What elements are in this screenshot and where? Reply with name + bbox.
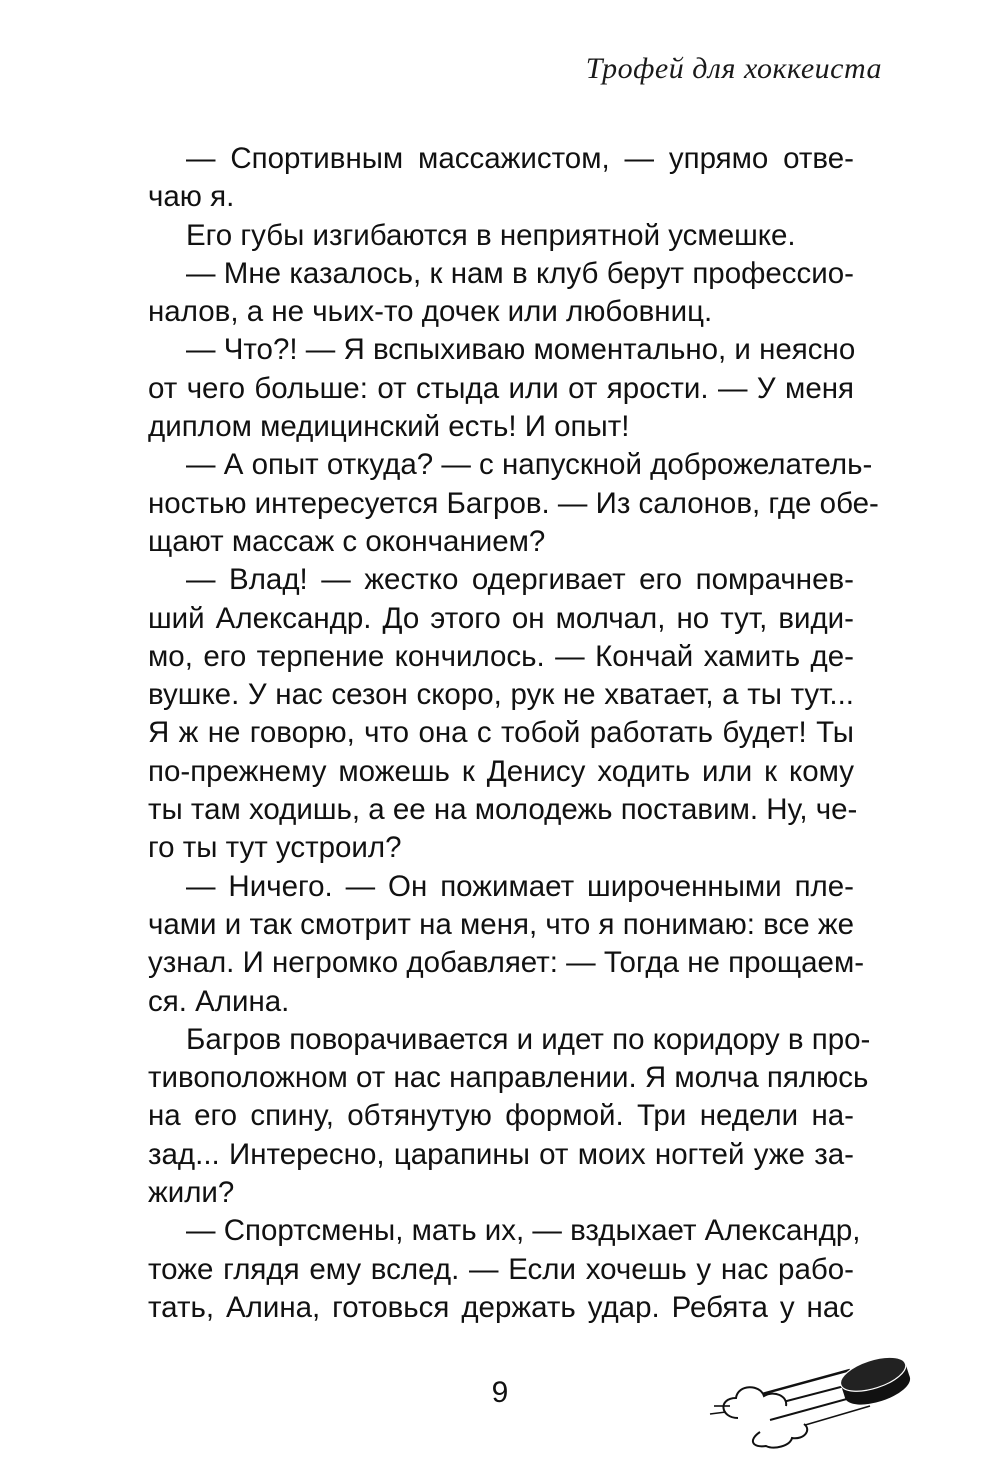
text-line: тивоположном от нас направлении. Я молча пялюсь <box>148 1061 869 1095</box>
body-text <box>148 140 879 1327</box>
text-line: — Спортивным массажистом, — упрямо отве- <box>186 142 854 175</box>
text-line: чами и так смотрит на меня, что я понимаю: все же <box>148 907 854 941</box>
text-line: на его спину, обтянутую формой. Три недели на- <box>148 1099 854 1133</box>
text-line: Я ж не говорю, что она с тобой работать будет! Ты <box>148 716 854 750</box>
text-line: — Спортсмены, мать их, — вздыхает Александр, <box>186 1214 861 1248</box>
text-line: ностью интересуется Багров. — Из салонов, где обе- <box>148 486 879 520</box>
running-head: Трофей для хоккеиста <box>585 52 882 85</box>
text-line: узнал. И негромко добавляет: — Тогда не прощаем- <box>148 946 865 980</box>
text-line: — Мне казалось, к нам в клуб берут профессио- <box>186 256 854 290</box>
text-line: ты там ходишь, а ее на молодежь поставим. Ну, че- <box>148 793 858 827</box>
text-line: тоже глядя ему вслед. — Если хочешь у нас рабо- <box>148 1252 854 1286</box>
text-line: Его губы изгибаются в неприятной усмешке. <box>186 218 796 252</box>
page-number: 9 <box>491 1376 509 1409</box>
text-line: по-прежнему можешь к Денису ходить или к кому <box>148 754 854 788</box>
text-line: — Что?! — Я вспыхиваю моментально, и неясно <box>186 333 856 367</box>
text-line: — Влад! — жестко одергивает его помрачнев- <box>186 563 854 597</box>
hockey-puck-icon <box>700 1340 920 1450</box>
text-line: мо, его терпение кончилось. — Кончай хамить де- <box>148 639 854 673</box>
text-line: Багров поворачивается и идет по коридору в про- <box>186 1022 871 1056</box>
text-line: жили? <box>148 1176 235 1210</box>
text-line: — Ничего. — Он пожимает широченными пле- <box>186 869 854 903</box>
text-line: тать, Алина, готовься держать удар. Ребята у нас <box>148 1290 854 1324</box>
text-line: щают массаж с окончанием? <box>148 524 546 558</box>
text-line: чаю я. <box>148 180 235 214</box>
text-line: го ты тут устроил? <box>148 831 402 865</box>
text-line: — А опыт откуда? — с напускной доброжелатель- <box>186 448 873 482</box>
text-line: от чего больше: от стыда или от ярости. — У меня <box>148 371 854 405</box>
text-line: налов, а не чьих-то дочек или любовниц. <box>148 295 713 329</box>
text-line: ший Александр. До этого он молчал, но тут, види- <box>148 601 854 635</box>
text-line: зад... Интересно, царапины от моих ногтей уже за- <box>148 1137 854 1171</box>
text-line: вушке. У нас сезон скоро, рук не хватает, а ты тут... <box>148 678 854 712</box>
text-line: диплом медицинский есть! И опыт! <box>148 410 630 444</box>
text-line: ся. Алина. <box>148 984 290 1018</box>
